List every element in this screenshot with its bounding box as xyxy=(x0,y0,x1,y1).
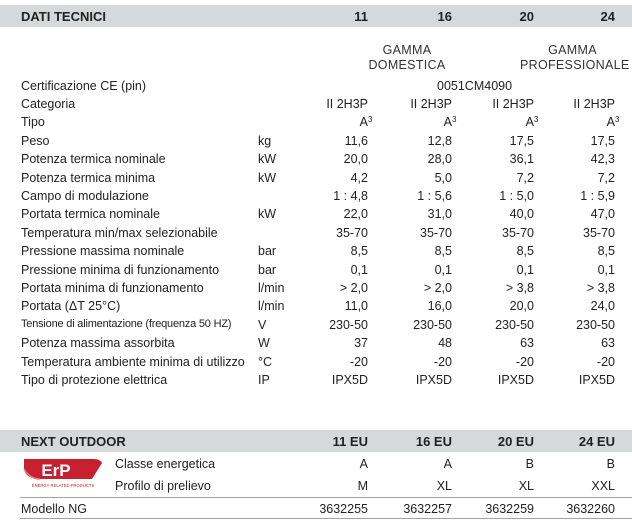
cell-value xyxy=(351,244,368,258)
cell-value xyxy=(606,115,620,130)
cell-value xyxy=(591,207,615,221)
cell-text: 1 : 5,9 xyxy=(580,189,615,203)
cell-text: 17,5 xyxy=(509,133,534,148)
cell-value: 3632257 xyxy=(403,502,452,516)
cell-value: 3632259 xyxy=(485,502,534,516)
cell-text: A xyxy=(525,115,534,130)
cell-value xyxy=(499,189,534,203)
cell-subscript: 3 xyxy=(534,115,539,125)
table-row xyxy=(0,244,632,262)
row-label: Certificazione CE (pin) xyxy=(21,79,147,93)
cell-text: 40,0 xyxy=(509,207,534,222)
cell-value: M xyxy=(357,479,368,493)
table-row xyxy=(0,299,632,317)
cell-value xyxy=(345,299,368,313)
divider xyxy=(20,497,632,498)
cell-value xyxy=(576,318,615,332)
cell-text: -20 xyxy=(433,354,452,369)
row-label: Peso xyxy=(21,133,50,148)
cell-value xyxy=(435,244,452,258)
col-header: 20 xyxy=(519,9,534,24)
cell-text: 230-50 xyxy=(329,317,368,332)
cell-value xyxy=(495,318,534,332)
cell-value xyxy=(517,171,534,185)
cell-value: XXL xyxy=(591,479,615,493)
cell-text: 48 xyxy=(438,336,452,351)
row-unit: W xyxy=(258,336,270,351)
cell-text: II 2H3P xyxy=(492,97,534,111)
cell-text: 20,0 xyxy=(343,152,368,167)
cell-value xyxy=(510,207,534,221)
cell-value xyxy=(516,355,534,369)
cell-text: 0,1 xyxy=(597,262,615,277)
cell-value xyxy=(520,336,534,350)
cell-value xyxy=(502,226,534,240)
cell-text: IPX5D xyxy=(497,373,534,387)
outdoor-row xyxy=(0,479,632,497)
row-label: Classe energetica xyxy=(115,457,216,471)
cell-text: 0,1 xyxy=(516,262,534,277)
cell-text: > 3,8 xyxy=(505,281,534,295)
cell-value xyxy=(597,355,615,369)
cell-value: XL xyxy=(436,479,452,493)
row-label: Categoria xyxy=(21,97,76,111)
cell-text: 35-70 xyxy=(420,225,452,240)
cell-text: 35-70 xyxy=(502,225,534,240)
cell-text: 63 xyxy=(520,336,534,351)
cell-value xyxy=(580,189,615,203)
cell-text: 35-70 xyxy=(583,225,615,240)
cell-value xyxy=(579,373,615,387)
table-title: DATI TECNICI xyxy=(21,9,106,24)
cell-text: 63 xyxy=(601,336,615,351)
cell-text: 22,0 xyxy=(343,207,368,222)
row-label: Tipo di protezione elettrica xyxy=(21,373,168,387)
cell-text: 31,0 xyxy=(427,207,452,222)
cell-value xyxy=(510,299,534,313)
cell-value xyxy=(517,263,534,277)
cell-text: 1 : 5,0 xyxy=(499,189,534,203)
erp-logo-text: ErP xyxy=(41,461,71,480)
row-label: Campo di modulazione xyxy=(21,189,149,203)
row-unit: °C xyxy=(258,354,273,369)
cell-subscript: 3 xyxy=(368,115,373,125)
row-unit: kW xyxy=(258,170,277,185)
cell-text: 230-50 xyxy=(413,317,452,332)
cell-text: 24,0 xyxy=(590,299,615,314)
col-header: 16 xyxy=(437,9,452,24)
cell-text: 47,0 xyxy=(590,207,615,222)
cell-text: 36,1 xyxy=(509,152,534,167)
row-label: Pressione minima di funzionamento xyxy=(21,262,220,277)
cell-text: > 2,0 xyxy=(339,281,368,295)
erp-logo-tagline: ENERGY RELATED PRODUCTS xyxy=(31,483,95,488)
cell-text: 4,2 xyxy=(350,170,368,185)
cell-text: 1 : 5,6 xyxy=(417,189,452,203)
ce-value: 0051CM4090 xyxy=(437,79,513,93)
row-label: Portata minima di funzionamento xyxy=(21,281,204,295)
cell-text: 8,5 xyxy=(516,244,534,259)
row-unit: bar xyxy=(258,262,277,277)
cell-text: -20 xyxy=(515,354,534,369)
table-row xyxy=(0,134,632,152)
cell-value xyxy=(517,244,534,258)
cell-value xyxy=(420,226,452,240)
col-header: 24 EU xyxy=(578,434,615,449)
row-unit: l/min xyxy=(258,299,285,314)
cell-text: > 2,0 xyxy=(423,281,452,295)
table-row xyxy=(0,318,632,336)
table-row xyxy=(0,152,632,170)
cell-value xyxy=(510,152,534,166)
row-label: Potenza termica nominale xyxy=(21,152,166,167)
cell-text: 8,5 xyxy=(434,244,452,259)
table-row xyxy=(0,355,632,373)
cell-value xyxy=(435,171,452,185)
gamma-line: GAMMA xyxy=(382,43,432,57)
row-label: Tensione di alimentazione (frequenza 50 HZ) xyxy=(21,317,232,330)
cell-value xyxy=(435,263,452,277)
col-header: 11 EU xyxy=(332,434,368,449)
cell-text: IPX5D xyxy=(331,373,368,387)
cell-value xyxy=(591,152,615,166)
row-unit: kW xyxy=(258,207,277,222)
cell-value xyxy=(344,207,368,221)
cell-value xyxy=(326,97,368,111)
table-row xyxy=(0,189,632,207)
col-header: 16 EU xyxy=(415,434,452,449)
row-unit: bar xyxy=(258,244,277,259)
cell-text: 0,1 xyxy=(434,262,452,277)
table-header xyxy=(0,5,632,27)
table-row xyxy=(0,336,632,354)
cell-text: A xyxy=(359,115,368,130)
cell-text: 16,0 xyxy=(427,299,452,314)
cell-value: 3632260 xyxy=(566,502,615,516)
cell-value xyxy=(344,152,368,166)
cell-value xyxy=(428,152,452,166)
cell-value xyxy=(416,373,452,387)
cell-text: A xyxy=(606,115,615,130)
row-unit: V xyxy=(258,317,267,332)
col-header: 11 xyxy=(354,9,368,24)
cell-text: 8,5 xyxy=(597,244,615,259)
row-label: Pressione massima nominale xyxy=(21,244,185,259)
table-row xyxy=(0,281,632,299)
table-row xyxy=(0,226,632,244)
cell-text: 230-50 xyxy=(495,317,534,332)
cell-value: B xyxy=(525,457,534,471)
row-label: Temperatura ambiente minima di utilizzo xyxy=(21,354,245,369)
cell-text: II 2H3P xyxy=(326,97,368,111)
gamma-domestica xyxy=(362,43,452,73)
cell-value xyxy=(332,373,368,387)
cell-text: II 2H3P xyxy=(573,97,615,111)
gamma-line: GAMMA xyxy=(548,43,597,57)
cell-value: XL xyxy=(518,479,534,493)
row-label: Portata (ΔT 25°C) xyxy=(21,299,121,314)
cell-value: 3632255 xyxy=(319,502,368,516)
row-label: Modello NG xyxy=(21,502,87,516)
cell-value xyxy=(413,318,452,332)
row-label: Profilo di prelievo xyxy=(115,479,211,493)
row-label: Temperatura min/max selezionabile xyxy=(21,225,218,240)
cell-value xyxy=(591,299,615,313)
outdoor-header xyxy=(0,430,632,452)
row-unit: kW xyxy=(258,152,277,167)
cell-value xyxy=(438,336,452,350)
cell-text: -20 xyxy=(596,354,615,369)
cell-text: 42,3 xyxy=(590,152,615,167)
cell-value xyxy=(428,207,452,221)
cell-value xyxy=(591,134,615,148)
cell-value xyxy=(443,115,457,130)
divider xyxy=(20,518,632,519)
cell-value xyxy=(351,263,368,277)
cell-text: 11,6 xyxy=(344,133,368,148)
cell-text: A xyxy=(443,115,452,130)
cell-text: 28,0 xyxy=(427,152,452,167)
row-unit: l/min xyxy=(258,281,285,295)
cell-text: II 2H3P xyxy=(410,97,452,111)
cell-text: 8,5 xyxy=(350,244,368,259)
table-row xyxy=(0,373,632,391)
cell-text: 12,8 xyxy=(427,133,452,148)
cell-text: 0,1 xyxy=(350,262,368,277)
cell-value xyxy=(428,134,452,148)
cell-value xyxy=(573,97,615,111)
cell-text: 5,0 xyxy=(434,170,452,185)
cell-value xyxy=(598,171,615,185)
cell-value xyxy=(351,171,368,185)
gamma-line: PROFESSIONALE xyxy=(520,58,630,72)
row-label: Potenza massima assorbita xyxy=(21,336,175,351)
cell-text: 7,2 xyxy=(516,170,534,185)
table-row xyxy=(0,115,632,133)
cell-text: 37 xyxy=(354,336,368,351)
row-label: Portata termica nominale xyxy=(21,207,160,222)
cell-value xyxy=(498,373,534,387)
gamma-professionale xyxy=(520,43,630,73)
cell-text: 230-50 xyxy=(576,317,615,332)
cell-value: B xyxy=(606,457,615,471)
cell-value xyxy=(345,134,368,148)
cell-text: IPX5D xyxy=(578,373,615,387)
cell-text: 1 : 4,8 xyxy=(333,189,368,203)
cell-value xyxy=(601,336,615,350)
outdoor-title: NEXT OUTDOOR xyxy=(21,434,126,449)
cell-text: -20 xyxy=(349,354,368,369)
cell-text: 20,0 xyxy=(509,299,534,314)
cell-value: A xyxy=(359,457,368,471)
cell-value xyxy=(598,244,615,258)
col-header: 24 xyxy=(600,9,615,24)
gamma-line: DOMESTICA xyxy=(368,58,446,72)
cell-value xyxy=(587,281,615,295)
cell-text: 17,5 xyxy=(590,133,615,148)
col-header: 20 EU xyxy=(497,434,534,449)
cell-value xyxy=(417,189,452,203)
table-row xyxy=(0,263,632,281)
cell-value: A xyxy=(443,457,452,471)
outdoor-row xyxy=(0,457,632,475)
cell-value xyxy=(333,189,368,203)
ce-row xyxy=(0,79,632,97)
cell-value xyxy=(410,97,452,111)
cell-subscript: 3 xyxy=(452,115,457,125)
cell-value xyxy=(506,281,534,295)
row-unit: IP xyxy=(258,373,270,387)
table-row xyxy=(0,171,632,189)
cell-text: 7,2 xyxy=(597,170,615,185)
cell-text: > 3,8 xyxy=(586,281,615,295)
cell-value xyxy=(359,115,373,130)
table-row xyxy=(0,97,632,115)
cell-value xyxy=(598,263,615,277)
cell-text: 11,0 xyxy=(344,299,368,314)
cell-value xyxy=(428,299,452,313)
cell-value xyxy=(434,355,452,369)
table-row xyxy=(0,207,632,225)
cell-text: 35-70 xyxy=(336,225,368,240)
cell-value xyxy=(424,281,452,295)
cell-text: IPX5D xyxy=(415,373,452,387)
cell-value xyxy=(354,336,368,350)
cell-value xyxy=(329,318,368,332)
cell-value xyxy=(350,355,368,369)
cell-value xyxy=(492,97,534,111)
row-label: Tipo xyxy=(21,115,45,130)
cell-value xyxy=(510,134,534,148)
cell-value xyxy=(525,115,539,130)
cell-subscript: 3 xyxy=(615,115,620,125)
cell-value xyxy=(583,226,615,240)
cell-value xyxy=(336,226,368,240)
row-unit: kg xyxy=(258,133,272,148)
cell-value xyxy=(340,281,368,295)
row-label: Potenza termica minima xyxy=(21,170,156,185)
